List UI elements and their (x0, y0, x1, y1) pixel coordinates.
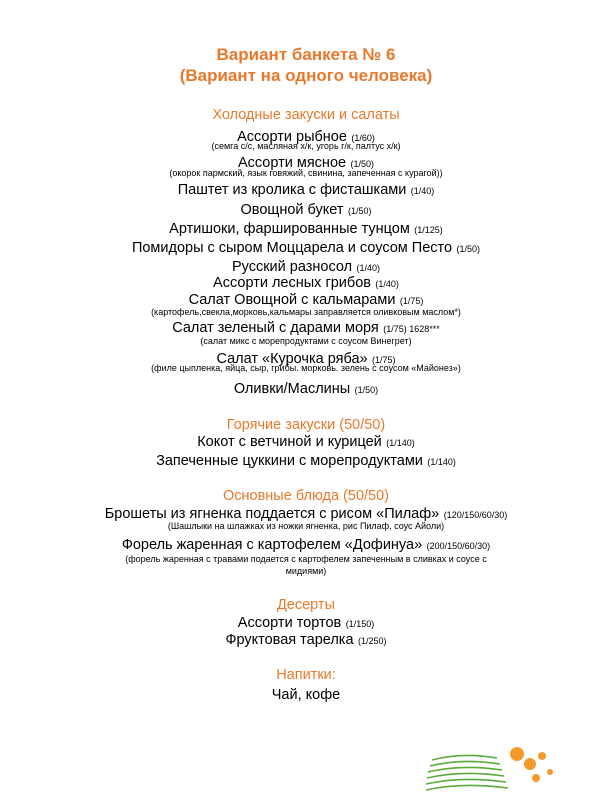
dish-portion: (1/60) (351, 133, 375, 143)
menu-item (0, 274, 612, 292)
dish-portion: (1/40) (410, 186, 435, 196)
menu-item (0, 536, 612, 554)
menu-item (0, 452, 612, 470)
dish-portion: (1/40) (356, 263, 381, 273)
dish-name: Помидоры с сыром Моццарела и соусом Песто (131, 240, 453, 256)
dish-name: Салат зеленый с дарами моря (172, 320, 379, 336)
dish-name: Брошеты из ягненка поддается с рисом «Пилаф» (104, 506, 440, 522)
menu-item (0, 220, 612, 238)
dish-description: (форель жаренная с травами подается с картофелем запеченным в сливках и соусе с (125, 554, 487, 564)
section-heading-drinks: Напитки: (276, 667, 336, 683)
menu-subtitle: (Вариант на одного человека) (179, 66, 433, 85)
dish-portion: (1/140) (386, 438, 415, 448)
dish-name: Ассорти мясное (237, 155, 347, 171)
dish-description: (салат микс с морепродуктами с соусом Винегрет) (200, 336, 412, 346)
dish-name: Ассорти тортов (237, 615, 342, 631)
dish-name: Чай, кофе (271, 687, 341, 703)
section-heading-desserts: Десерты (276, 597, 335, 613)
dish-portion: (1/75) (372, 355, 396, 365)
dish-name: Русский разносол (231, 259, 353, 275)
dish-portion: (200/150/60/30) (426, 541, 491, 551)
dish-description: (семга с/с, масляная х/к, угорь г/к, палтус х/к) (211, 141, 401, 151)
dish-description: (филе цыпленка, яйца, сыр, грибы. морковь. зелень с соусом «Майонез») (151, 363, 461, 373)
menu-item (0, 380, 612, 398)
dish-description: (окорок пармский, язык говяжий, свинина, запеченная с курагой)) (169, 168, 443, 178)
dish-portion: (1/50) (456, 244, 481, 254)
menu-item (0, 631, 612, 649)
menu-item (0, 686, 612, 704)
dish-portion: (120/150/60/30) (443, 510, 508, 520)
dish-portion: (1/150) (345, 619, 375, 629)
menu-item (0, 433, 612, 451)
dish-description: (Шашлыки на шлажках из ножки ягненка, рис Пилаф, соус Айоли) (167, 521, 445, 531)
menu-item (0, 181, 612, 199)
dish-name: Ассорти лесных грибов (213, 275, 371, 291)
dish-name: Фруктовая тарелка (225, 632, 354, 648)
dish-portion: (1/40) (375, 279, 399, 289)
section-heading-main: Основные блюда (50/50) (223, 488, 389, 504)
dish-portion: (1/50) (354, 385, 379, 395)
dish-name: Артишоки, фаршированные тунцом (169, 221, 410, 237)
section-heading-hot: Горячие закуски (50/50) (226, 417, 386, 433)
dish-name: Салат Овощной с кальмарами (188, 292, 396, 308)
dish-name: Оливки/Маслины (233, 381, 351, 397)
dish-name: Ассорти рыбное (237, 129, 347, 145)
menu-item (0, 239, 612, 257)
section-heading-cold: Холодные закуски и салаты (212, 107, 400, 123)
dish-description: мидиями) (285, 566, 327, 576)
dish-name: Кокот с ветчиной и курицей (197, 434, 382, 450)
menu-item (0, 319, 612, 337)
dish-portion: (1/50) (347, 206, 372, 216)
menu-item (0, 614, 612, 632)
dish-description: (картофель,свекла,морковь,кальмары заправляется оливковым маслом*) (151, 307, 461, 317)
dish-name: Салат «Курочка ряба» (216, 351, 368, 367)
dish-name: Паштет из кролика с фисташками (177, 182, 407, 198)
dish-portion: (1/140) (427, 457, 456, 467)
dish-portion: (1/75) (399, 296, 424, 306)
dish-portion: (1/75) 1628*** (383, 324, 440, 334)
dish-portion: (1/125) (414, 225, 443, 235)
menu-title: Вариант банкета № 6 (216, 45, 396, 64)
dish-portion: (1/250) (358, 636, 387, 646)
dish-portion: (1/50) (350, 159, 375, 169)
restaurant-logo-icon (422, 732, 612, 792)
dish-name: Запеченные цуккини с морепродуктами (156, 453, 423, 469)
dish-name: Овощной букет (240, 202, 344, 218)
menu-item (0, 201, 612, 219)
dish-name: Форель жаренная с картофелем «Дофинуа» (121, 537, 423, 553)
